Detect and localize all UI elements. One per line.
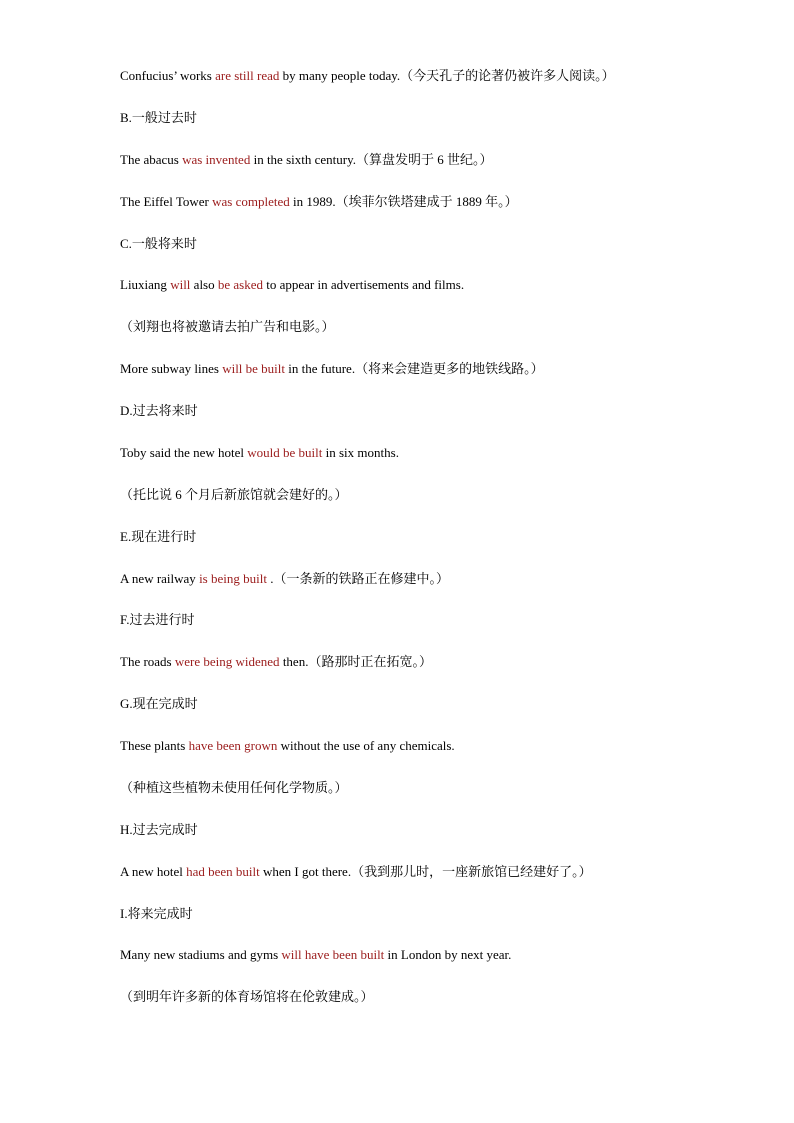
sentence-text: Toby said the new hotel — [120, 445, 248, 460]
example-sentence-liuxiang — [120, 276, 740, 294]
heading-text: B.一般过去时 — [120, 110, 197, 125]
sentence-text: Confucius’ works — [120, 68, 216, 83]
sentence-text: in London by next year. — [384, 947, 512, 962]
section-heading-present-perfect — [120, 695, 740, 713]
passive-verb-highlight: is being built — [199, 571, 267, 586]
passive-verb-highlight: will have been built — [281, 947, 385, 962]
translation-text: （刘翔也将被邀请去拍广告和电影。） — [120, 319, 335, 334]
example-sentence-railway — [120, 570, 740, 588]
example-sentence-eiffel-tower — [120, 193, 740, 211]
sentence-text: Liuxiang — [120, 277, 171, 292]
translation-stadiums — [120, 988, 740, 1006]
section-heading-future-perfect — [120, 905, 740, 923]
sentence-text: in 1989.（埃菲尔铁塔建成于 1889 年。） — [289, 194, 518, 209]
heading-text: C.一般将来时 — [120, 236, 197, 251]
passive-verb-highlight: was completed — [212, 194, 290, 209]
sentence-text: in six months. — [322, 445, 399, 460]
passive-verb-highlight: will be built — [222, 361, 286, 376]
example-sentence-plants — [120, 737, 740, 755]
heading-text: H.过去完成时 — [120, 822, 198, 837]
sentence-text: The Eiffel Tower — [120, 194, 213, 209]
section-heading-future-in-past — [120, 402, 740, 420]
example-sentence-roads — [120, 653, 740, 671]
heading-text: E.现在进行时 — [120, 529, 197, 544]
sentence-text: The roads — [120, 654, 175, 669]
example-sentence-present-simple — [120, 67, 740, 85]
sentence-text: without the use of any chemicals. — [277, 738, 455, 753]
sentence-text: More subway lines — [120, 361, 223, 376]
sentence-text: in the sixth century.（算盘发明于 6 世纪。） — [250, 152, 493, 167]
section-heading-past-perfect — [120, 821, 740, 839]
sentence-text: in the future.（将来会建造更多的地铁线路。） — [285, 361, 544, 376]
translation-text: （到明年许多新的体育场馆将在伦敦建成。） — [120, 989, 374, 1004]
section-heading-present-continuous — [120, 528, 740, 546]
sentence-text: These plants — [120, 738, 189, 753]
passive-verb-highlight: would be built — [247, 445, 323, 460]
sentence-text: The abacus — [120, 152, 183, 167]
passive-verb-highlight: be asked — [217, 277, 263, 292]
sentence-text: also — [190, 277, 218, 292]
translation-liuxiang — [120, 318, 740, 336]
sentence-text: A new railway — [120, 571, 200, 586]
sentence-text: .（一条新的铁路正在修建中。） — [266, 571, 449, 586]
example-sentence-abacus — [120, 151, 740, 169]
translation-plants — [120, 779, 740, 797]
passive-verb-highlight: are still — [215, 68, 254, 83]
section-heading-past-continuous — [120, 611, 740, 629]
example-sentence-stadiums — [120, 946, 740, 964]
passive-verb-highlight: were being widened — [174, 654, 280, 669]
translation-text: （托比说 6 个月后新旅馆就会建好的。） — [120, 487, 348, 502]
example-sentence-toby — [120, 444, 740, 462]
heading-text: F.过去进行时 — [120, 612, 195, 627]
sentence-text: then.（路那时正在拓宽。） — [279, 654, 432, 669]
section-heading-simple-future — [120, 235, 740, 253]
passive-verb-highlight: had been built — [186, 864, 260, 879]
passive-verb-highlight: read — [256, 68, 280, 83]
heading-text: D.过去将来时 — [120, 403, 198, 418]
sentence-text: by many people today.（今天孔子的论著仍被许多人阅读。） — [279, 68, 615, 83]
example-sentence-hotel — [120, 863, 740, 881]
section-heading-simple-past — [120, 109, 740, 127]
passive-verb-highlight: have been grown — [188, 738, 278, 753]
heading-text: I.将来完成时 — [120, 906, 193, 921]
example-sentence-subway — [120, 360, 740, 378]
passive-verb-highlight: will — [170, 277, 191, 292]
heading-text: G.现在完成时 — [120, 696, 198, 711]
sentence-text: A new hotel — [120, 864, 187, 879]
sentence-text: Many new stadiums and gyms — [120, 947, 282, 962]
translation-text: （种植这些植物未使用任何化学物质。） — [120, 780, 348, 795]
translation-toby — [120, 486, 740, 504]
sentence-text: to appear in advertisements and films. — [263, 277, 465, 292]
sentence-text: when I got there.（我到那儿时，一座新旅馆已经建好了。） — [259, 864, 592, 879]
passive-verb-highlight: was invented — [182, 152, 251, 167]
